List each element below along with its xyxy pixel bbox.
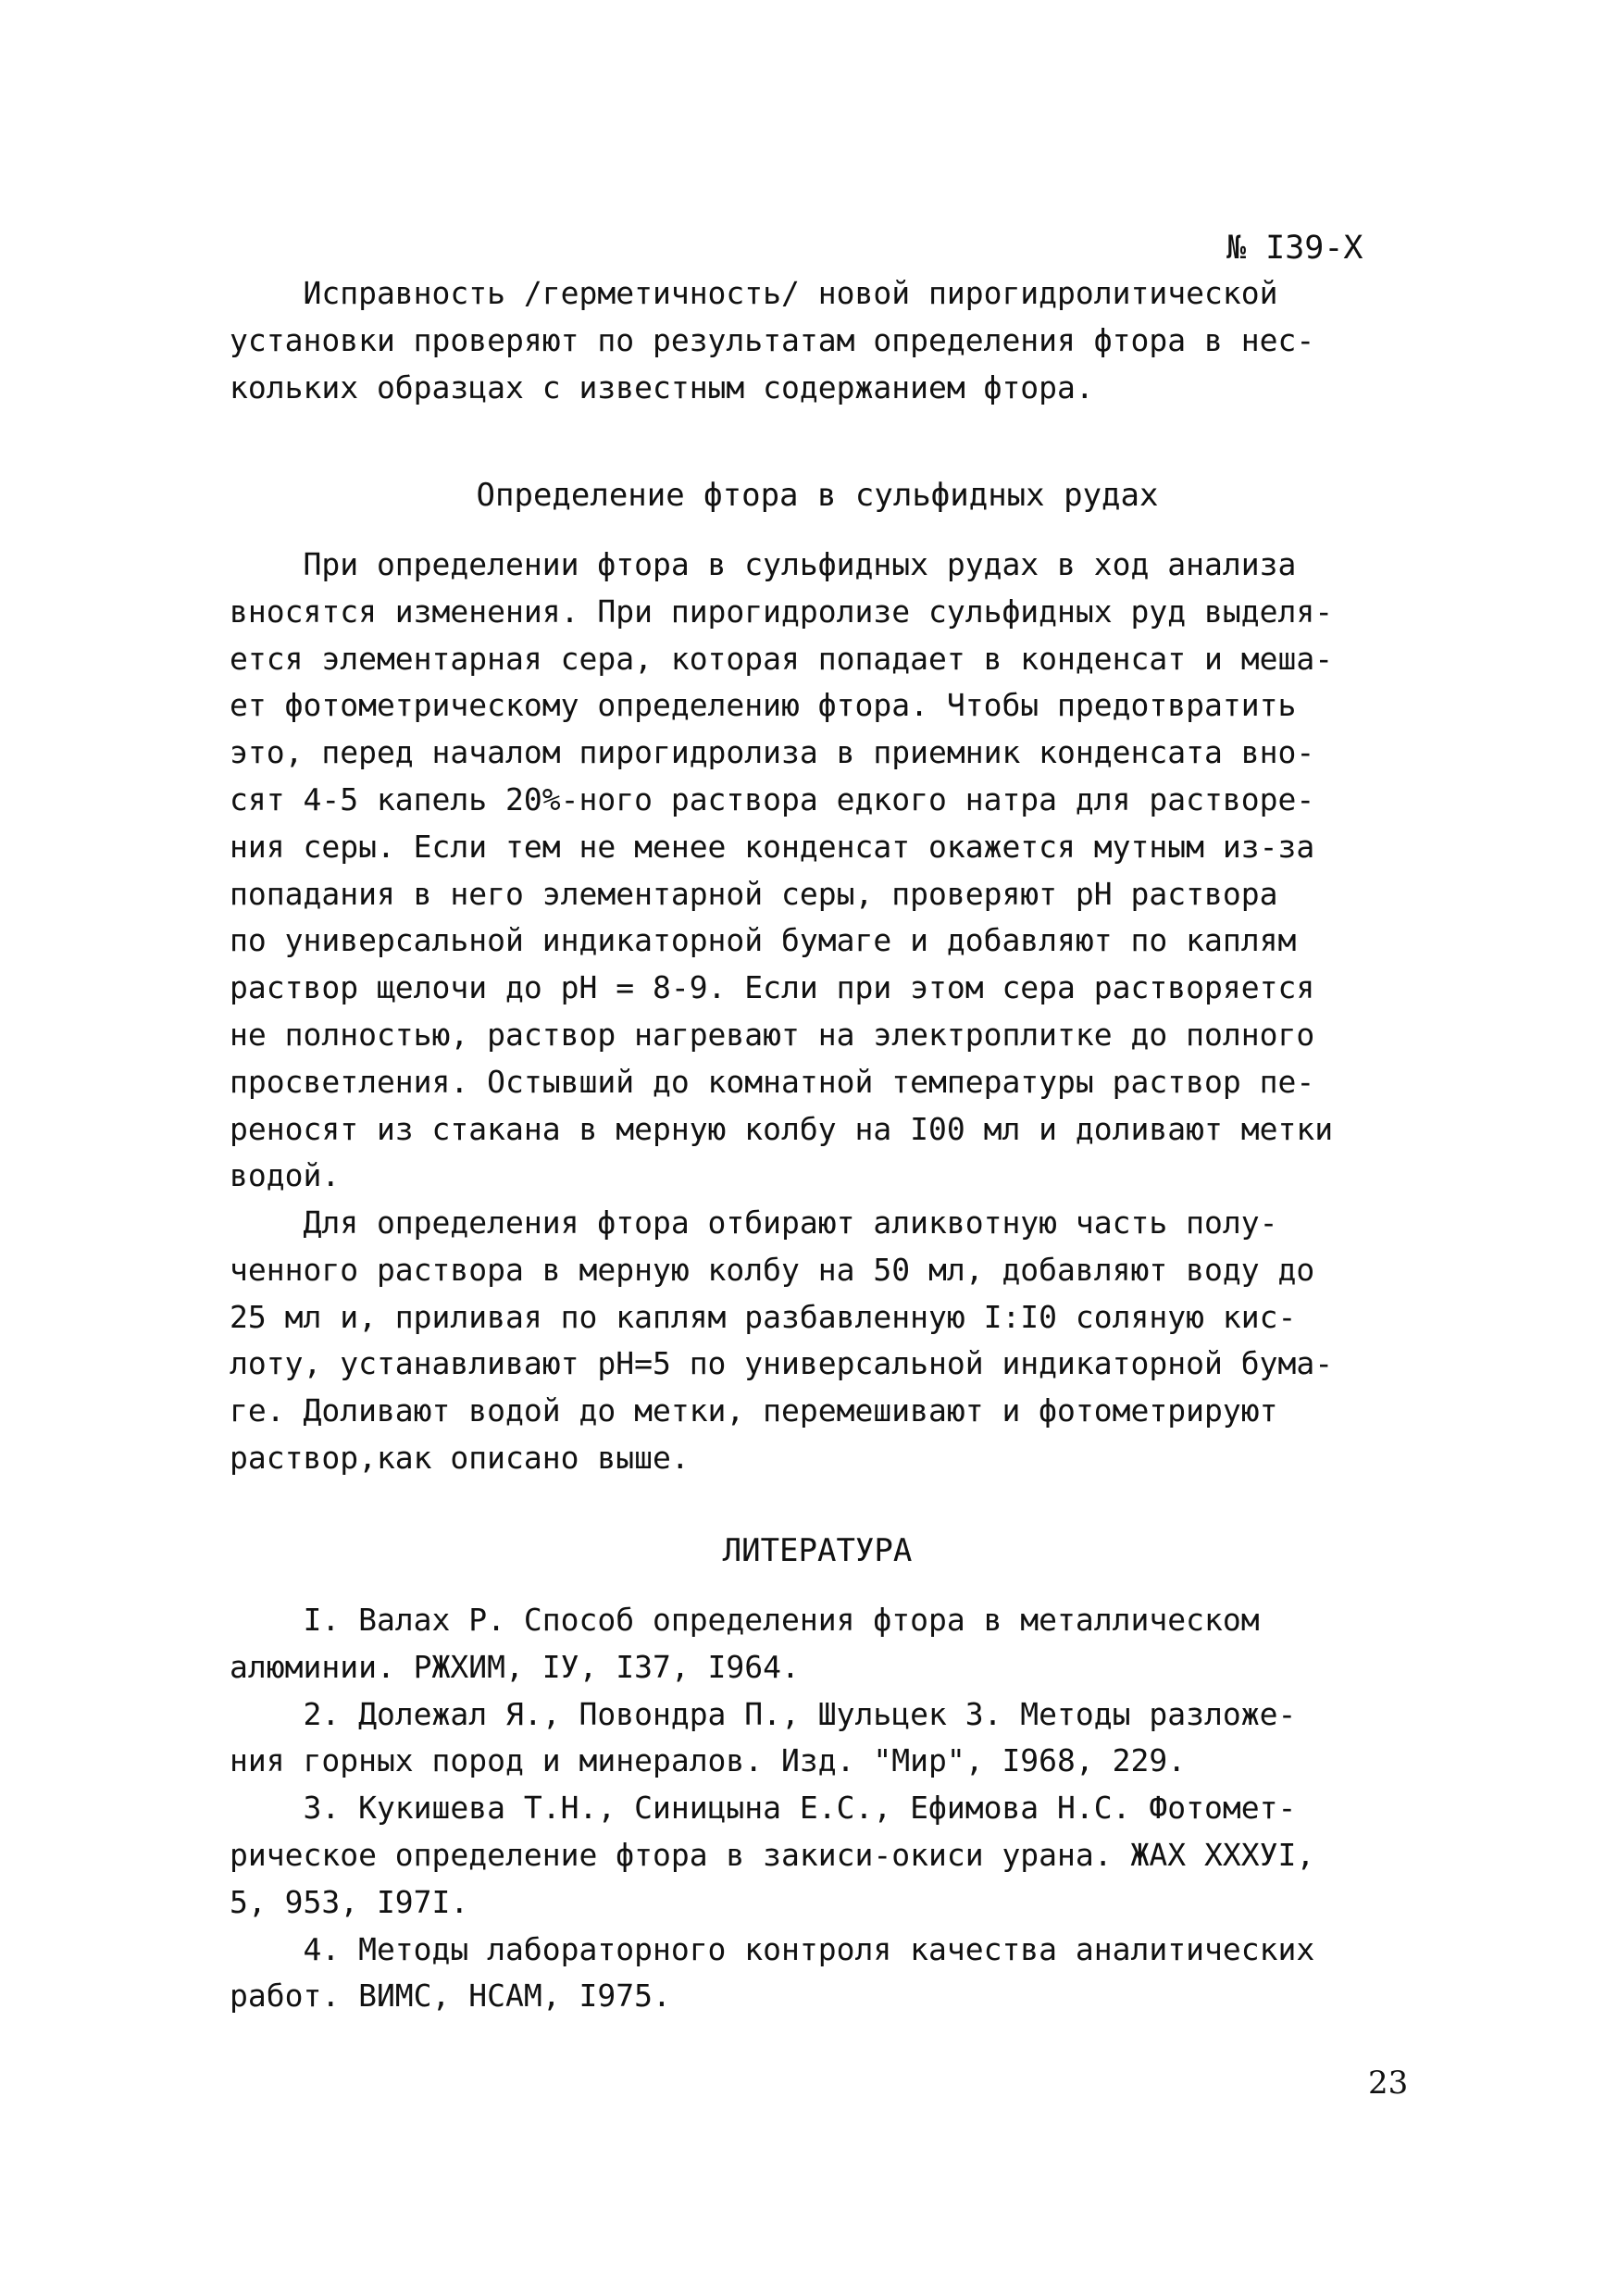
document-number: № I39-X	[1226, 230, 1363, 267]
reference-line: 4. Методы лабораторного контроля качества аналитических	[230, 1930, 1315, 1967]
reference-line: 3. Кукишева Т.Н., Синицына Е.С., Ефимова Н.С. Фотомет-	[230, 1790, 1297, 1827]
text-line: Исправность /герметичность/ новой пирогидролитической	[230, 275, 1278, 311]
text-line: ет фотометрическому определению фтора. Чтобы предотвратить	[230, 687, 1297, 724]
reference-line: 2. Долежал Я., Повондра П., Шульцек З. Методы разложе-	[230, 1695, 1297, 1732]
paragraph-aliquot	[230, 1200, 1405, 1482]
page-number: 23	[1368, 2065, 1409, 2102]
text-line: водой.	[230, 1157, 341, 1194]
text-line: просветления. Остывший до комнатной температуры раствор пе-	[230, 1063, 1315, 1100]
reference-line: 5, 953, I97I.	[230, 1883, 469, 1920]
text-line: Для определения фтора отбирают аликвотную часть полу-	[230, 1204, 1278, 1241]
text-line: При определении фтора в сульфидных рудах в ход анализа	[230, 546, 1297, 582]
reference-line: алюминии. РЖХИМ, IУ, I37, I964.	[230, 1648, 800, 1685]
text-line: ется элементарная сера, которая попадает в конденсат и меша-	[230, 640, 1334, 677]
text-line: раствор щелочи до pH = 8-9. Если при этом сера растворяется	[230, 969, 1315, 1006]
text-line: попадания в него элементарной серы, проверяют pH раствора	[230, 875, 1278, 912]
references-title: ЛИТЕРАТУРА	[722, 1532, 913, 1569]
text-line: установки проверяют по результатам определения фтора в нес-	[230, 321, 1315, 358]
text-line: сят 4-5 капель 20%-ного раствора едкого натра для растворе-	[230, 780, 1315, 817]
reference-line: рическое определение фтора в закиси-окиси урана. ЖАХ XXXУI,	[230, 1836, 1315, 1873]
text-line: ченного раствора в мерную колбу на 50 мл, добавляют воду до	[230, 1251, 1315, 1288]
text-line: по универсальной индикаторной бумаге и добавляют по каплям	[230, 922, 1297, 959]
text-line: не полностью, раствор нагревают на электроплитке до полного	[230, 1016, 1315, 1053]
reference-line: работ. ВИМС, НСАМ, I975.	[230, 1978, 671, 2015]
text-line: вносятся изменения. При пирогидролизе сульфидных руд выделя-	[230, 593, 1334, 630]
text-line: реносят из стакана в мерную колбу на I00 мл и доливают метки	[230, 1110, 1334, 1147]
reference-line: I. Валах Р. Способ определения фтора в металлическом	[230, 1602, 1260, 1638]
text-line: 25 мл и, приливая по каплям разбавленную I:I0 соляную кис-	[230, 1298, 1297, 1335]
paragraph-sulfide-ores	[230, 542, 1405, 1200]
references-list	[230, 1597, 1405, 2020]
reference-line: ния горных пород и минералов. Изд. "Мир", I968, 229.	[230, 1742, 1187, 1779]
text-line: ния серы. Если тем не менее конденсат окажется мутным из-за	[230, 828, 1315, 865]
section-title: Определение фтора в сульфидных рудах	[476, 477, 1159, 514]
intro-paragraph	[230, 270, 1405, 411]
text-line: ге. Доливают водой до метки, перемешивают и фотометрируют	[230, 1392, 1278, 1429]
text-line: раствор,как описано выше.	[230, 1439, 690, 1476]
text-line: лоту, устанавливают pH=5 по универсальной индикаторной бума-	[230, 1345, 1334, 1382]
text-line: кольких образцах с известным содержанием фтора.	[230, 368, 1094, 406]
text-line: это, перед началом пирогидролиза в приемник конденсата вно-	[230, 734, 1315, 771]
